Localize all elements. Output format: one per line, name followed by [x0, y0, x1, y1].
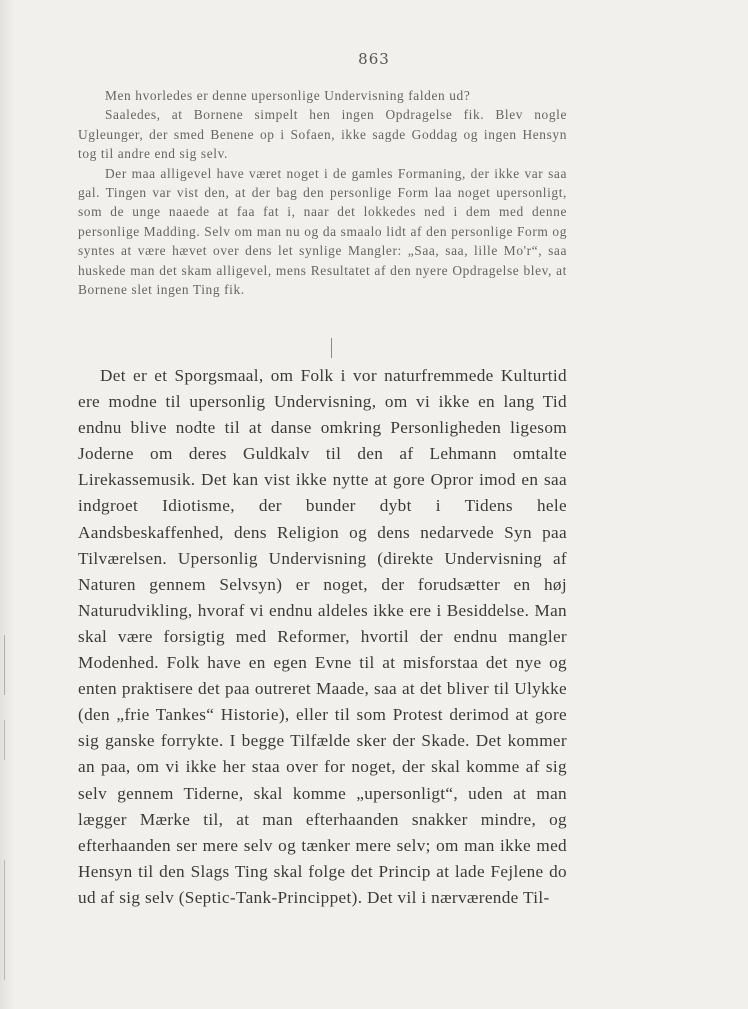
main-text-section	[78, 363, 567, 911]
small-print-section	[78, 86, 567, 299]
margin-line	[4, 860, 5, 980]
main-paragraph: Det er et Sporgsmaal, om Folk i vor naturfremmede Kulturtid ere modne til upersonlig Undervisning, om vi ikke en lang Tid endnu blive nodte til at danse omkring Personligheden ligesom Joderne om deres Guldkalv til den af Lehmann omtalte Lirekassemusik. Det kan vist ikke nytte at gore Opror imod en saa indgroet Idiotisme, der bunder dybt i Tidens hele Aandsbeskaffenhed, dens Religion og dens nedarvede Syn paa Tilværelsen. Upersonlig Undervisning (direkte Undervisning af Naturen gennem Selvsyn) er noget, der forudsætter en høj Naturudvikling, hvoraf vi endnu aldeles ikke ere i Besiddelse. Man skal være forsigtig med Reformer, hvortil der endnu mangler Modenhed. Folk have en egen Evne til at misforstaa det nye og enten praktisere det paa outreret Maade, saa at det bliver til Ulykke (den „frie Tankes“ Historie), eller til som Protest derimod at gore sig ganske forrykte. I begge Tilfælde sker der Skade. Det kommer an paa, om vi ikke her staa over for noget, der skal komme af sig selv gennem Tiderne, skal komme „upersonligt“, uden at man lægger Mærke til, at man efterhaanden snakker mindre, og efterhaanden ser mere selv og tænker mere selv; om man ikke med Hensyn til den Slags Ting skal folge det Princip at lade Fejlene do ud af sig selv (Septic-Tank-Princippet). Det vil i nærværende Til-	[78, 366, 567, 907]
small-paragraph: Men hvorledes er denne upersonlige Undervisning falden ud?	[105, 88, 471, 103]
small-paragraph: Der maa alligevel have været noget i de gamles Formaning, der ikke var saa gal. Tingen var vist den, at der bag den personlige Form laa noget upersonligt, som de unge naaede at faa fat i, naar det lokkedes ned i dem med denne personlige Madding. Selv om man nu og da smaalo lidt af den personlige Form og syntes at være hævet over dens let synlige Mangler: „Saa, saa, lille Mo'r“, saa huskede man det skam alligevel, mens Resultatet af den nyere Opdragelse blev, at Bornene slet ingen Ting fik.	[78, 165, 567, 298]
small-paragraph: Saaledes, at Bornene simpelt hen ingen Opdragelse fik. Blev nogle Ugleunger, der smed Benene op i Sofaen, ikke sagde Goddag og ingen Hensyn tog til andre end sig selv.	[78, 107, 567, 162]
margin-line	[4, 635, 5, 695]
margin-mark	[331, 338, 332, 358]
page-number: 863	[358, 50, 390, 68]
margin-line	[4, 720, 5, 760]
page-edge-shadow	[0, 0, 14, 1009]
